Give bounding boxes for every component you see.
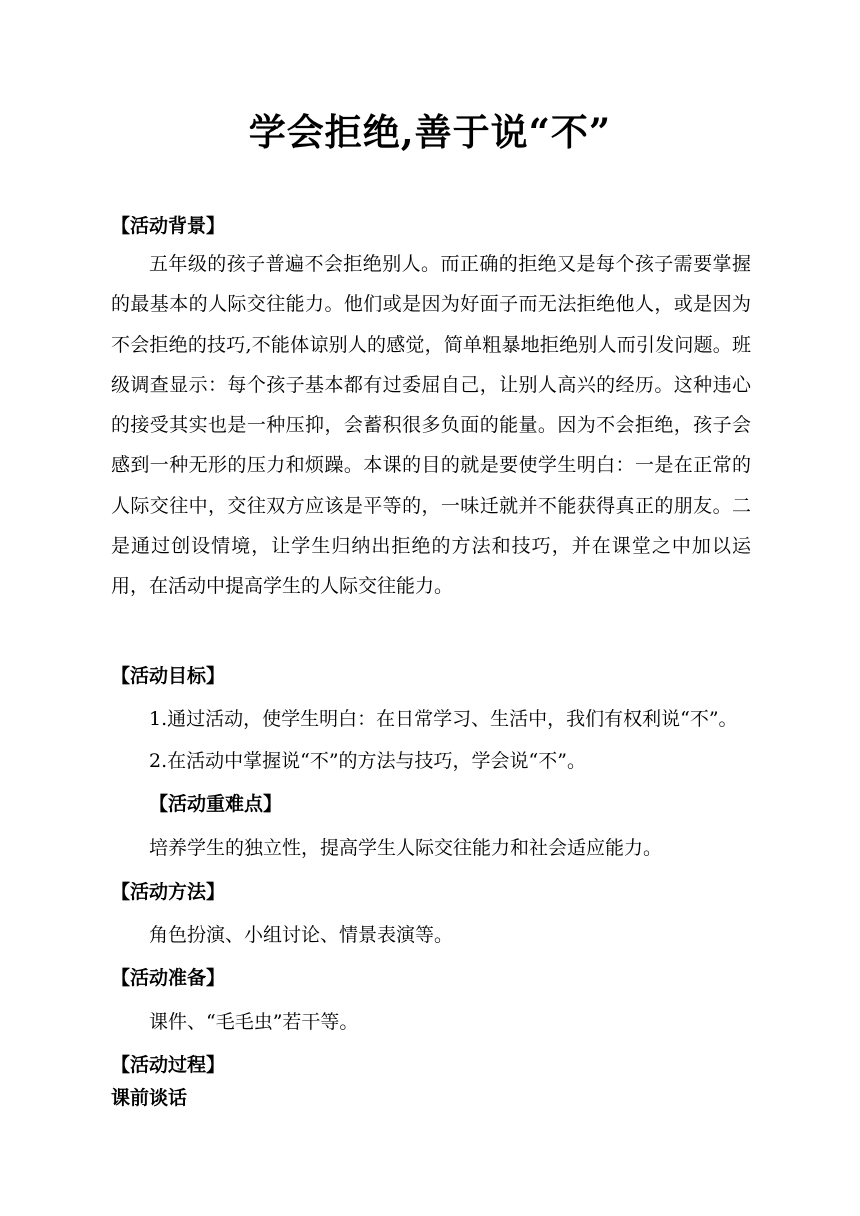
subheading-pre-class-talk: 课前谈话 bbox=[111, 1087, 188, 1109]
key-points-text: 培养学生的独立性，提高学生人际交往能力和社会适应能力。 bbox=[149, 837, 663, 859]
goal-item-1: 1.通过活动，使学生明白：在日常学习、生活中，我们有权利说“不”。 bbox=[149, 708, 738, 730]
section-heading-preparation: 【活动准备】 bbox=[111, 967, 226, 989]
background-paragraph: 五年级的孩子普遍不会拒绝别人。而正确的拒绝又是每个孩子需要掌握的最基本的人际交往能力。他们或是因为好面子而无法拒绝他人，或是因为不会拒绝的技巧,不能体谅别人的感觉，简单粗暴地拒绝别人而引发问题。班级调查显示：每个孩子基本都有过委屈自己，让别人高兴的经历。这种违心的接受其实也是一种压抑，会蓄积很多负面的能量。因为不会拒绝，孩子会感到一种无形的压力和烦躁。本课的目的就是要使学生明白：一是在正常的人际交往中，交往双方应该是平等的，一味迁就并不能获得真正的朋友。二是通过创设情境，让学生归纳出拒绝的方法和技巧，并在课堂之中加以运用，在活动中提高学生的人际交往能力。 bbox=[111, 253, 751, 598]
document-title: 学会拒绝,善于说“不” bbox=[248, 110, 612, 154]
section-heading-method: 【活动方法】 bbox=[111, 881, 226, 903]
section-heading-goals: 【活动目标】 bbox=[111, 665, 226, 687]
section-heading-background: 【活动背景】 bbox=[111, 215, 226, 237]
method-text: 角色扮演、小组讨论、情景表演等。 bbox=[149, 924, 454, 946]
section-heading-key-points: 【活动重难点】 bbox=[149, 793, 283, 815]
preparation-text: 课件、“毛毛虫”若干等。 bbox=[149, 1011, 359, 1033]
goal-item-2: 2.在活动中掌握说“不”的方法与技巧，学会说“不”。 bbox=[149, 750, 586, 772]
section-heading-process: 【活动过程】 bbox=[111, 1054, 226, 1076]
